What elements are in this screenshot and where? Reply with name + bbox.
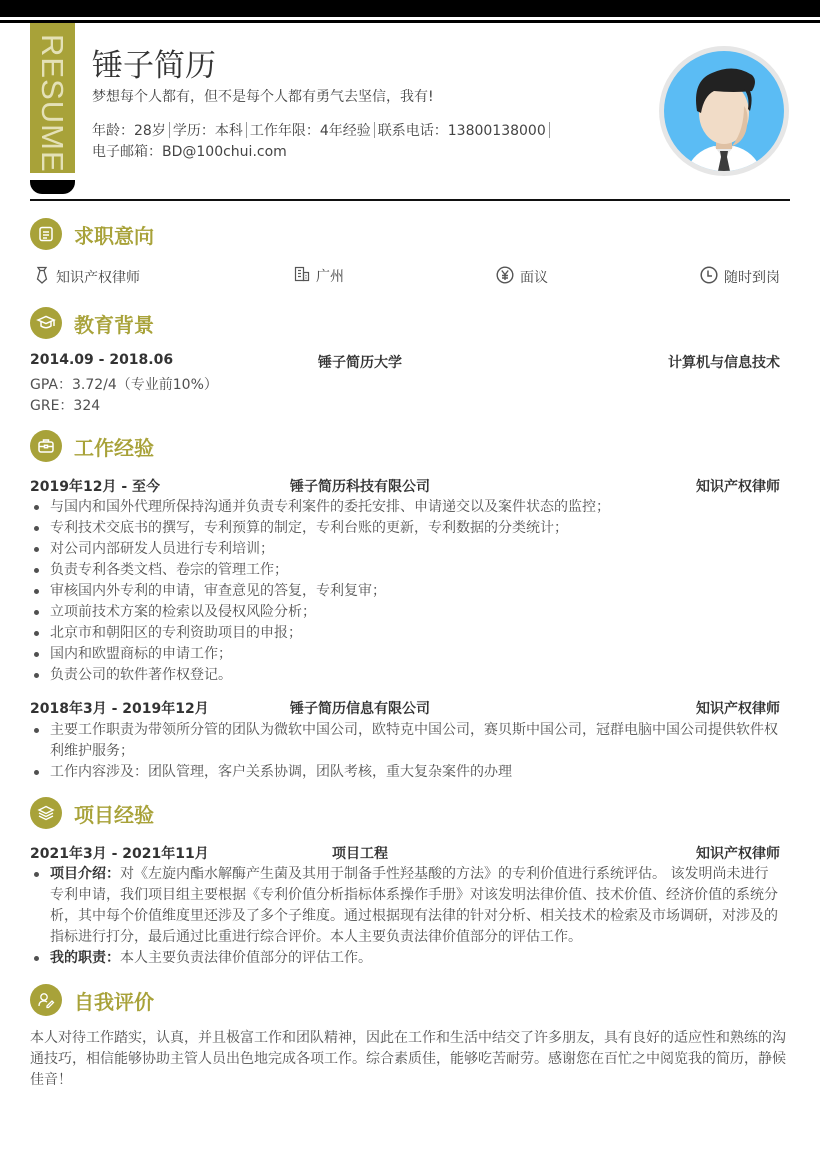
clipboard-icon [30, 218, 62, 250]
section-header-intent [30, 218, 154, 250]
intent-city [294, 266, 344, 286]
list-item: 与国内和国外代理所保持沟通并负责专利案件的委托安排、申请递交以及案件状态的监控； [30, 497, 782, 518]
info-separator [246, 122, 247, 138]
self-evaluation-text: 本人对待工作踏实，认真，并且极富工作和团队精神，因此在工作和生活中结交了许多朋友，具有良好的适应性和熟练的沟通技巧，相信能够协助主管人员出色地完成各项工作。综合素质佳，能够吃苦耐劳。感谢您在百忙之中阅览我的简历，静候佳音！ [30, 1030, 786, 1088]
intent-position-text: 知识产权律师 [56, 270, 140, 286]
section-title: 自我评价 [74, 989, 154, 1014]
work-period: 2019年12月 - 至今 [30, 479, 161, 495]
project-role: 知识产权律师 [696, 846, 780, 862]
project-entry-header [30, 843, 780, 863]
yen-icon [496, 266, 520, 288]
info-age: 年龄：28岁 [92, 123, 166, 139]
work-duties-list [30, 720, 782, 783]
work-entry-header [30, 698, 780, 718]
intent-city-text: 广州 [316, 269, 344, 285]
resume-tab [30, 23, 75, 173]
building-icon [294, 266, 316, 286]
user-edit-icon [30, 984, 62, 1016]
intent-availability [700, 266, 780, 288]
top-rule [0, 20, 820, 23]
info-phone: 联系电话：13800138000 [377, 123, 546, 139]
bullet-text: 对《左旋内酯水解酶产生菌及其用于制备手性羟基酸的方法》的专利价值进行系统评估。 该发明尚未进行专利申请，我们项目组主要根据《专利价值分析指标体系操作手册》对该发明法律价值、技术价值、经济价值的系统分析，其中每个价值维度里还涉及了多个子维度。通过根据现有法律的针对分析、相关技术的检索及市场调研，对涉及的指标进行打分，最后通过比重进行综合评价。本人主要负责法律价值部分的评估工作。 [50, 866, 778, 945]
info-education: 学历：本科 [172, 123, 243, 139]
education-major: 计算机与信息技术 [668, 355, 780, 371]
info-separator [169, 122, 170, 138]
list-item: 负责公司的软件著作权登记。 [30, 665, 782, 686]
work-entry-header [30, 476, 780, 496]
clock-icon [700, 266, 724, 288]
basic-info-line [92, 120, 553, 140]
project-name: 项目工程 [332, 846, 388, 862]
resume-tab-cap [30, 180, 75, 194]
list-item: 北京市和朝阳区的专利资助项目的申报； [30, 623, 782, 644]
graduation-cap-icon [30, 307, 62, 339]
header-divider [30, 199, 790, 201]
list-item: 国内和欧盟商标的申请工作； [30, 644, 782, 665]
education-school: 锤子简历大学 [318, 355, 402, 371]
work-role: 知识产权律师 [696, 701, 780, 717]
layers-icon [30, 797, 62, 829]
list-item: 工作内容涉及：团队管理，客户关系协调，团队考核，重大复杂案件的办理 [30, 762, 782, 783]
intent-position [34, 266, 140, 288]
section-title: 项目经验 [74, 802, 154, 827]
work-company: 锤子简历信息有限公司 [290, 701, 430, 717]
list-item [30, 864, 782, 948]
briefcase-icon [30, 430, 62, 462]
intent-salary-text: 面议 [520, 270, 548, 286]
work-period: 2018年3月 - 2019年12月 [30, 701, 209, 717]
info-separator [549, 122, 550, 138]
work-company: 锤子简历科技有限公司 [290, 479, 430, 495]
tie-icon [34, 266, 56, 288]
avatar-man-icon [664, 51, 784, 171]
education-period: 2014.09 - 2018.06 [30, 352, 174, 368]
info-work-years: 工作年限：4年经验 [249, 123, 371, 139]
bullet-text: 本人主要负责法律价值部分的评估工作。 [120, 950, 372, 966]
job-intent-row [30, 266, 790, 288]
list-item [30, 948, 782, 969]
candidate-name: 锤子简历 [92, 48, 216, 84]
info-email: 电子邮箱：BD@100chui.com [92, 144, 287, 160]
education-gre: GRE：324 [30, 398, 101, 414]
list-item: 对公司内部研发人员进行专利培训； [30, 539, 782, 560]
list-item: 主要工作职责为带领所分管的团队为微软中国公司，欧特克中国公司，赛贝斯中国公司，冠群电脑中国公司提供软件权利维护服务； [30, 720, 782, 762]
project-details-list [30, 864, 782, 969]
section-title: 教育背景 [74, 312, 154, 337]
list-item: 负责专利各类文档、卷宗的管理工作； [30, 560, 782, 581]
intent-salary [496, 266, 548, 288]
list-item: 专利技术交底书的撰写，专利预算的制定，专利台账的更新，专利数据的分类统计； [30, 518, 782, 539]
info-separator [374, 122, 375, 138]
section-title: 求职意向 [74, 223, 154, 248]
list-item: 立项前技术方案的检索以及侵权风险分析； [30, 602, 782, 623]
work-duties-list [30, 497, 782, 686]
section-header-work [30, 430, 154, 462]
bullet-label: 项目介绍： [50, 866, 120, 882]
top-black-bar [0, 0, 820, 17]
education-gpa: GPA：3.72/4（专业前10%） [30, 377, 218, 393]
work-role: 知识产权律师 [696, 479, 780, 495]
section-title: 工作经验 [74, 435, 154, 460]
education-entry-header [30, 352, 780, 372]
list-item: 审核国内外专利的申请，审查意见的答复，专利复审； [30, 581, 782, 602]
bullet-label: 我的职责： [50, 950, 120, 966]
intent-availability-text: 随时到岗 [724, 270, 780, 286]
section-header-project [30, 797, 154, 829]
project-period: 2021年3月 - 2021年11月 [30, 846, 209, 862]
resume-tab-label: RESUME [35, 33, 70, 173]
avatar [659, 46, 789, 176]
motto: 梦想每个人都有，但不是每个人都有勇气去坚信，我有! [92, 89, 434, 105]
section-header-self-evaluation [30, 984, 154, 1016]
section-header-education [30, 307, 154, 339]
